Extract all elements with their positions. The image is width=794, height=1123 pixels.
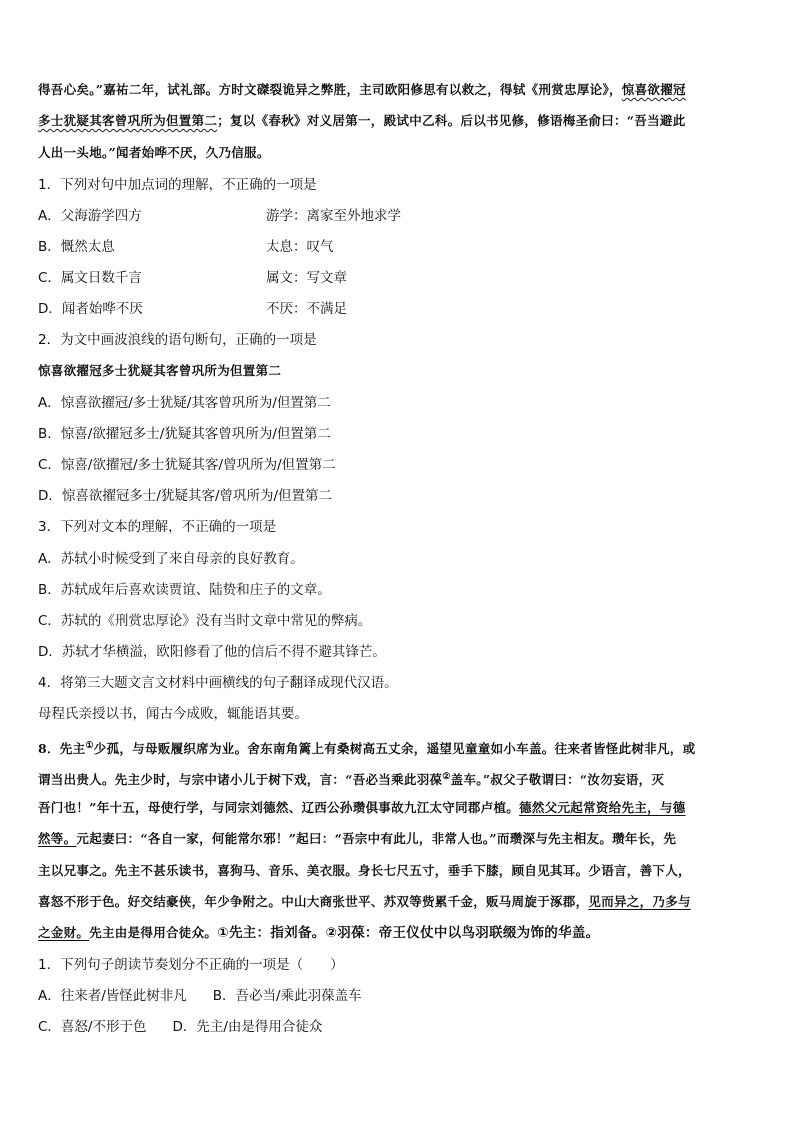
option-gloss: 属文：写文章 [266,270,347,286]
q3-option-a: A．苏轼小时候受到了来自母亲的良好教育。 [38,551,304,567]
underlined-text: 之金财。 [38,925,90,940]
passage8-line-3 [38,798,756,818]
q3-stem: 3．下列对文本的理解，不正确的一项是 [38,519,277,535]
passage8-line-1 [38,736,756,759]
q3-option-b: B．苏轼成年后喜欢读贾谊、陆贽和庄子的文章。 [38,582,331,598]
passage-text: 得吾心矣。”嘉祐二年，试礼部。方时文磔裂诡异之弊胜，主司欧阳修思有以救之，得轼《刑赏忠厚论》， [38,82,622,97]
q8-1-options-cd [38,1017,756,1037]
wavy-underlined-text: 惊喜欲擢冠 [621,82,686,97]
passage-text: 谓当出贵人。先主少时，与宗中诸小儿于树下戏，言：“吾必当乘此羽葆 [38,772,443,788]
option-gloss: 不厌：不满足 [266,301,347,317]
passage8-line-4 [38,829,756,849]
passage-text: 人出一头地。”闻者始哗不厌，久乃信服。 [38,145,270,160]
q4-stem: 4．将第三大题文言文材料中画横线的句子翻译成现代汉语。 [38,675,398,691]
passage8-line-5 [38,861,756,881]
option-gloss: 游学：离家至外地求学 [266,208,401,224]
q1-option-b [38,237,756,257]
option-label: D．闻者始哗不厌 [38,301,143,317]
passage-text: 吾门也！”年十五，母使行学，与同宗刘德然、辽西公孙瓒俱事故九江太守同郡卢植。 [38,800,520,815]
footnote-text: ①先主：指刘备。②羽葆：帝王仪仗中以鸟羽联缀为饰的华盖。 [217,925,600,941]
q1-stem: 1．下列对句中加点词的理解，不正确的一项是 [38,177,317,193]
q4-sentence: 母程氏亲授以书，闻古今成败，辄能语其要。 [38,706,308,722]
option-d: D．先主/由是得用合徒众 [172,1019,323,1035]
underlined-text: 见而异之，乃多与 [588,894,691,909]
passage-text: ；复以《春秋》对义居第一，殿试中乙科。后以书见修，修语梅圣俞曰：“吾当避此 [217,113,686,128]
passage8-line-2 [38,767,756,790]
option-gloss: 太息：叹气 [266,239,334,255]
q8-1-stem: 1．下列句子朗读节奏划分不正确的一项是（ ） [38,957,344,973]
option-label: A．父海游学四方 [38,208,142,224]
q8-1-options-ab [38,986,756,1006]
passage8-line-6 [38,892,756,912]
passage-text: 主以兄事之。先主不甚乐读书，喜狗马、音乐、美衣服。身长七尺五寸，垂手下膝，顾自见其耳。少语言，善下人， [38,863,691,878]
underlined-text: 德然父元起常资给先主，与德 [519,800,686,815]
q3-option-c: C．苏轼的《刑赏忠厚论》没有当时文章中常见的弊病。 [38,613,372,629]
option-c: C．喜怒/不形于色 [38,1019,147,1035]
q2-option-d: D．惊喜欲擢冠多士/犹疑其客/曾巩所为/但置第二 [38,488,333,504]
option-label: C．属文日数千言 [38,270,142,286]
passage-text: 8．先主 [38,741,86,757]
passage8-line-7 [38,923,756,943]
q1-option-d [38,299,756,319]
passage-line-2 [38,111,756,131]
passage-text: 喜怒不形于色。好交结豪侠，年少争附之。中山大商张世平、苏双等赀累千金，贩马周旋于涿郡， [38,894,589,909]
passage-text: 先主由是得用合徒众。 [89,925,218,940]
q2-stem: 2．为文中画波浪线的语句断句，正确的一项是 [38,332,317,348]
q1-option-a [38,206,756,226]
q2-option-b: B．惊喜/欲擢冠多士/犹疑其客曾巩所为/但置第二 [38,426,331,442]
passage-text: 元起妻曰：“各自一家，何能常尔邪！”起曰：“吾宗中有此儿，非常人也。”而瓒深与先主相友。瓒年长，先 [76,831,677,846]
passage-text: 少孤，与母贩履织席为业。舍东南角篱上有桑树高五丈余，遥望见童童如小车盖。往来者皆怪此树非凡，或 [93,741,696,757]
option-a: A．往来者/皆怪此树非凡 [38,988,187,1004]
option-label: B．慨然太息 [38,239,115,255]
q2-option-a: A．惊喜欲擢冠/多士犹疑/其客曾巩所为/但置第二 [38,395,331,411]
q3-option-d: D．苏轼才华横溢，欧阳修看了他的信后不得不避其锋芒。 [38,644,386,660]
wavy-underlined-text: 多士犹疑其客曾巩所为但置第二 [38,113,218,128]
footnote-mark: ② [442,772,451,782]
option-b: B．吾必当/乘此羽葆盖车 [212,988,362,1004]
q2-sentence: 惊喜欲擢冠多士犹疑其客曾巩所为但置第二 [38,363,282,378]
footnote-mark: ① [85,741,94,751]
q1-option-c [38,268,756,288]
underlined-text: 然等。 [38,831,77,846]
passage-text: 盖车。”叔父子敬谓曰：“汝勿妄语，灭 [450,772,665,788]
q2-option-c: C．惊喜/欲擢冠/多士犹疑其客/曾巩所为/但置第二 [38,457,336,473]
passage-line-1 [38,80,756,100]
passage-line-3 [38,143,756,163]
